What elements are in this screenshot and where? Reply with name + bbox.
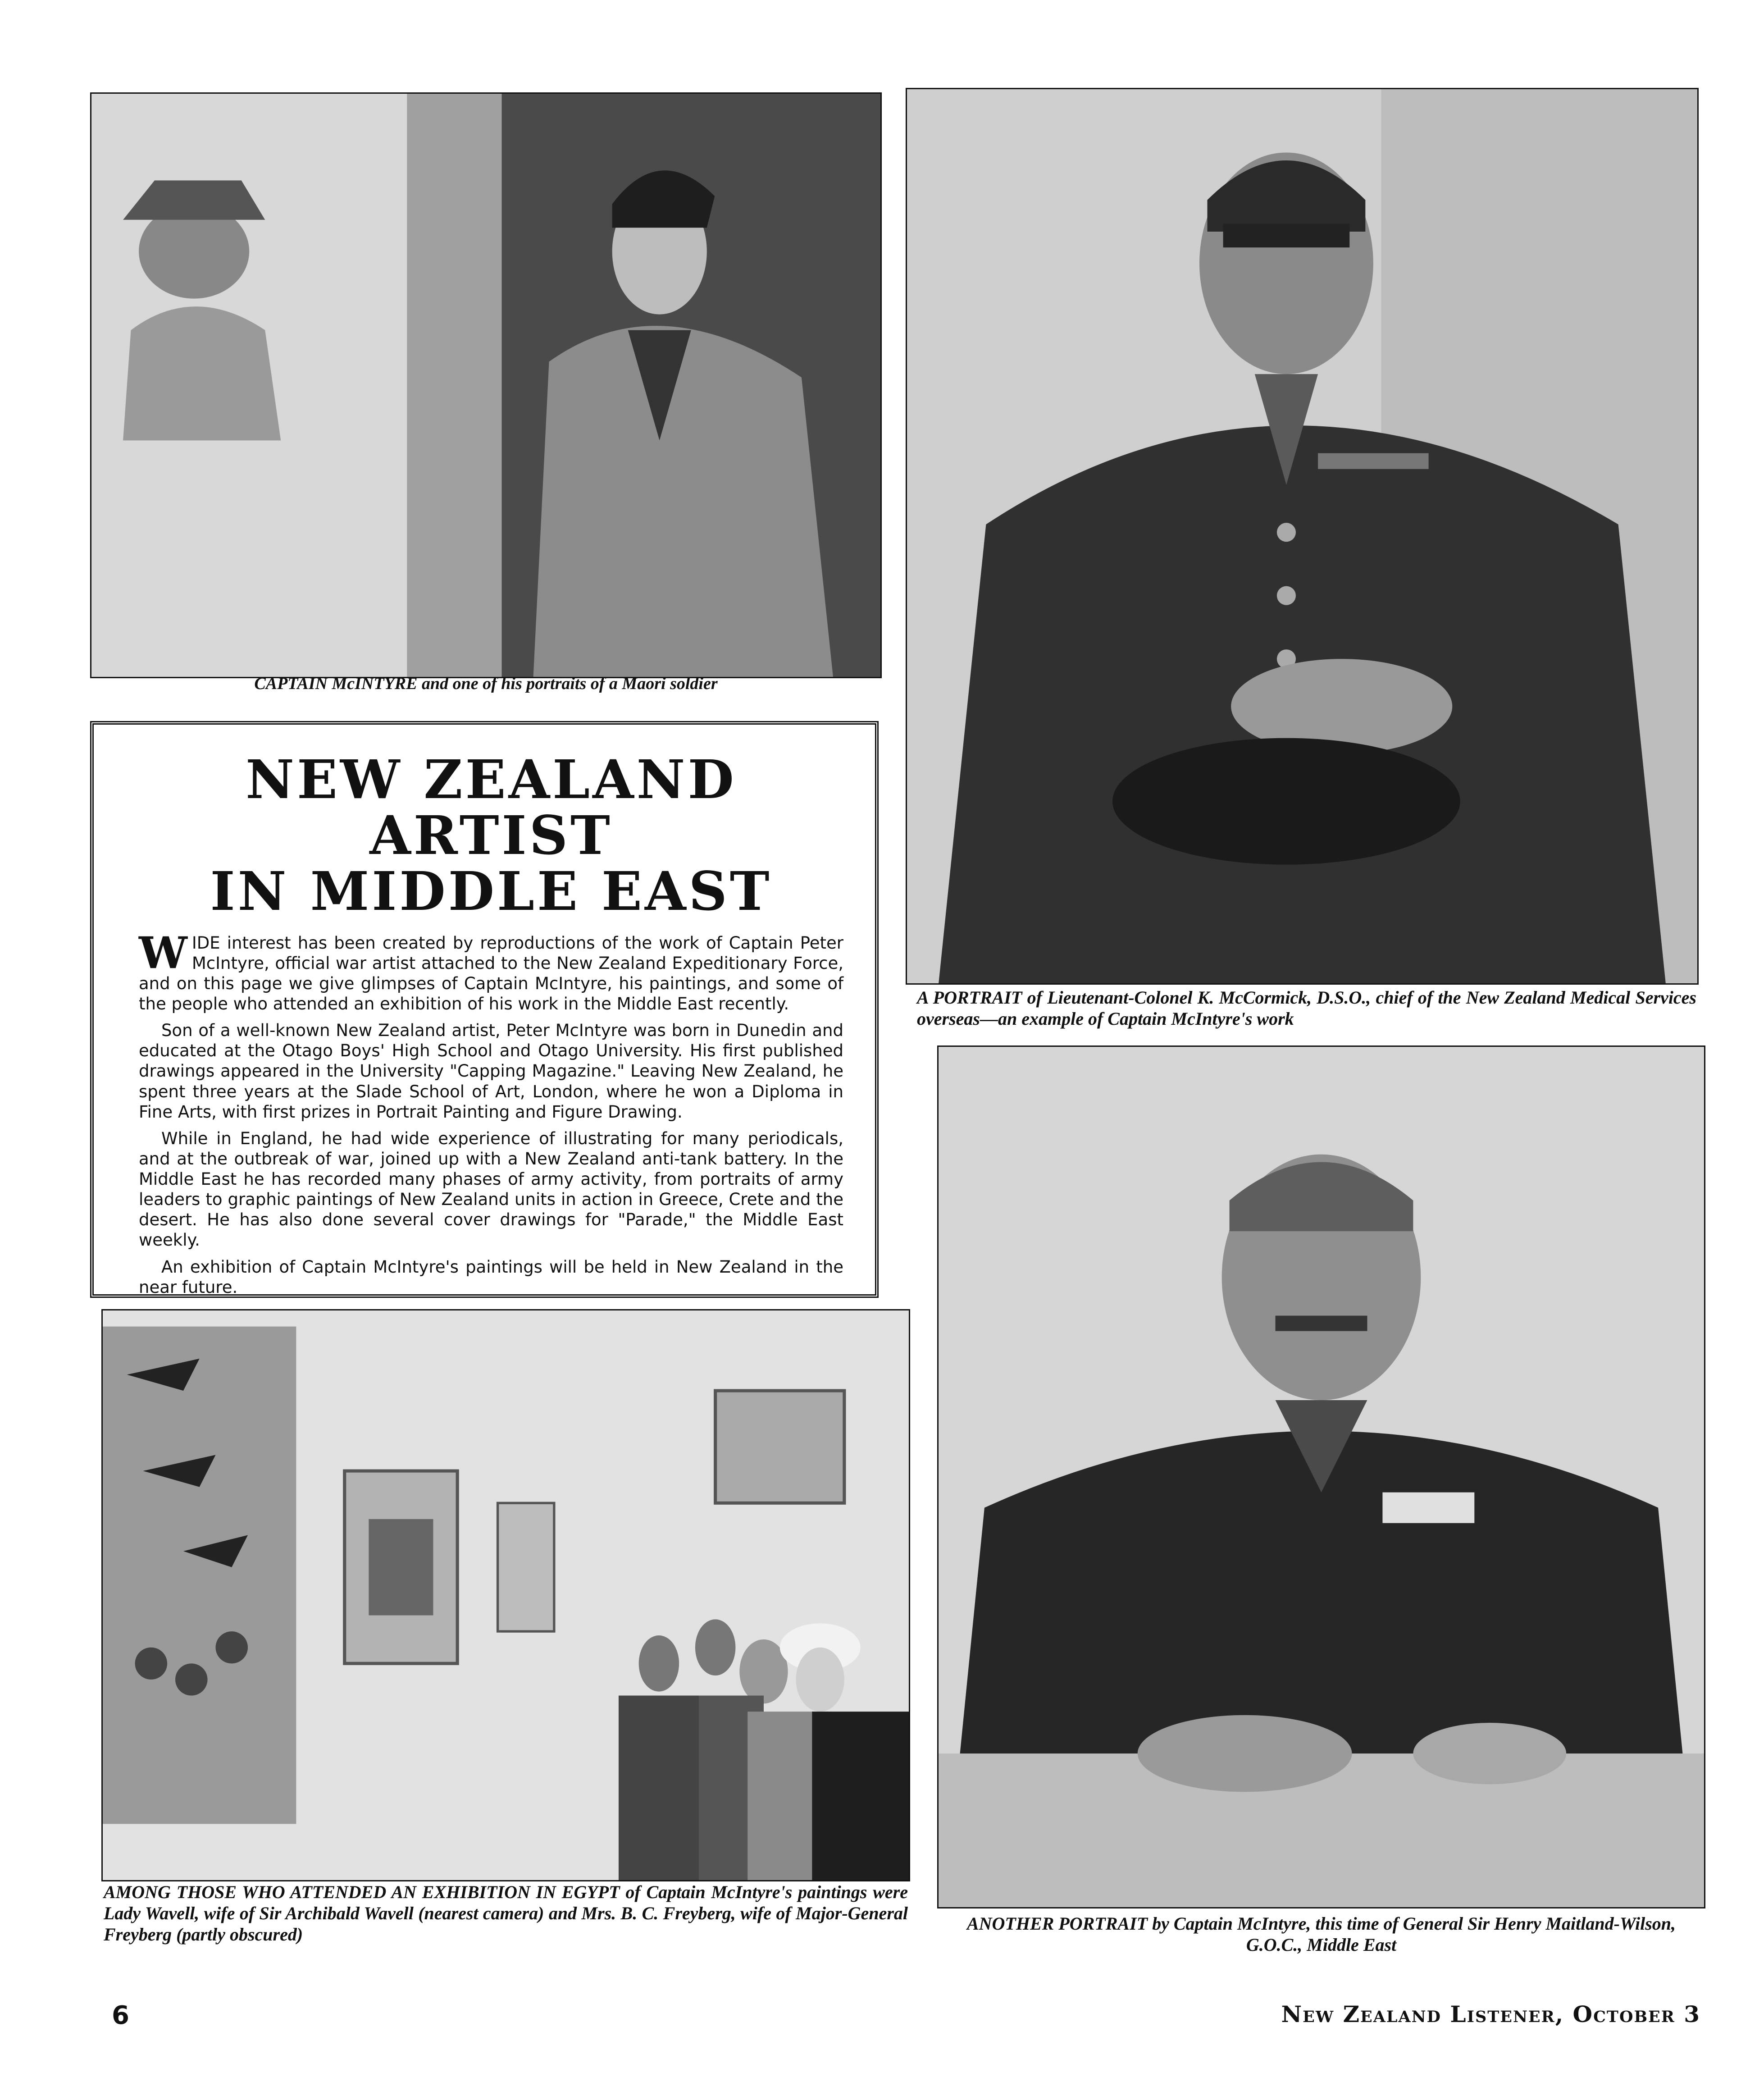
paragraph-1-text: IDE interest has been created by reproductions of the work of Captain Peter McIntyre, official war artist attached to the New Zealand Expeditionary Force, and on this page we give glimpses of Captain McIntyre, his paintings, and some of the people who attended an exhibition of his work in the Middle East recently. [139, 933, 843, 1014]
caption-mccormick: A PORTRAIT of Lieutenant-Colonel K. McCormick, D.S.O., chief of the New Zealand Medical Services overseas—an example of Captain McIntyre's work [917, 987, 1696, 1029]
headline-line-1: NEW ZEALAND ARTIST [246, 748, 737, 867]
caption-exhibition: AMONG THOSE WHO ATTENDED AN EXHIBITION IN EGYPT of Captain McIntyre's paintings were Lady Wavell, wife of Sir Archibald Wavell (nearest camera) and Mrs. B. C. Freyberg, wife of Major-General Freyberg (partly obscured) [104, 1882, 908, 1945]
photo-mccormick-portrait [906, 88, 1699, 985]
article-paragraph-2: Son of a well-known New Zealand artist, Peter McIntyre was born in Dunedin and educated at the Otago Boys' High School and Otago University. His first published drawings appeared in the University "Capping Magazine." Leaving New Zealand, he spent three years at the Slade School of Art, London, where he won a Diploma in Fine Arts, with first prizes in Portrait Painting and Figure Drawing. [139, 1021, 843, 1122]
photo-mccormick-image [907, 89, 1697, 983]
page-number: 6 [112, 2001, 129, 2030]
photo-exhibition-egypt [101, 1309, 910, 1881]
dropcap: W [139, 927, 187, 978]
headline-line-2: IN MIDDLE EAST [210, 859, 772, 922]
article-paragraph-3: While in England, he had wide experience of illustrating for many periodicals, and at the outbreak of war, joined up with a New Zealand anti-tank battery. In the Middle East he has recorded many phases of army activity, from portraits of army leaders to graphic paintings of New Zealand units in action in Greece, Crete and the desert. He has also done several cover drawings for "Parade," the Middle East weekly. [139, 1128, 843, 1250]
article-paragraph-1 [139, 927, 843, 1014]
photo-maitland-wilson-portrait [937, 1045, 1705, 1908]
article-headline [139, 748, 843, 922]
photo-exhibition-image [103, 1310, 909, 1880]
photo-mcintyre-image [91, 94, 880, 677]
caption-wilson: ANOTHER PORTRAIT by Captain McIntyre, this time of General Sir Henry Maitland-Wilson, G.O.C., Middle East [966, 1913, 1676, 1955]
caption-mcintyre: CAPTAIN McINTYRE and one of his portraits of a Maori soldier [254, 674, 718, 693]
photo-mcintyre-with-portrait [90, 92, 882, 678]
photo-wilson-image [939, 1047, 1704, 1907]
article-paragraph-4: An exhibition of Captain McIntyre's paintings will be held in New Zealand in the near future. [139, 1257, 843, 1297]
article-box [90, 721, 879, 1298]
publication-footer: New Zealand Listener, October 3 [1281, 2001, 1700, 2027]
